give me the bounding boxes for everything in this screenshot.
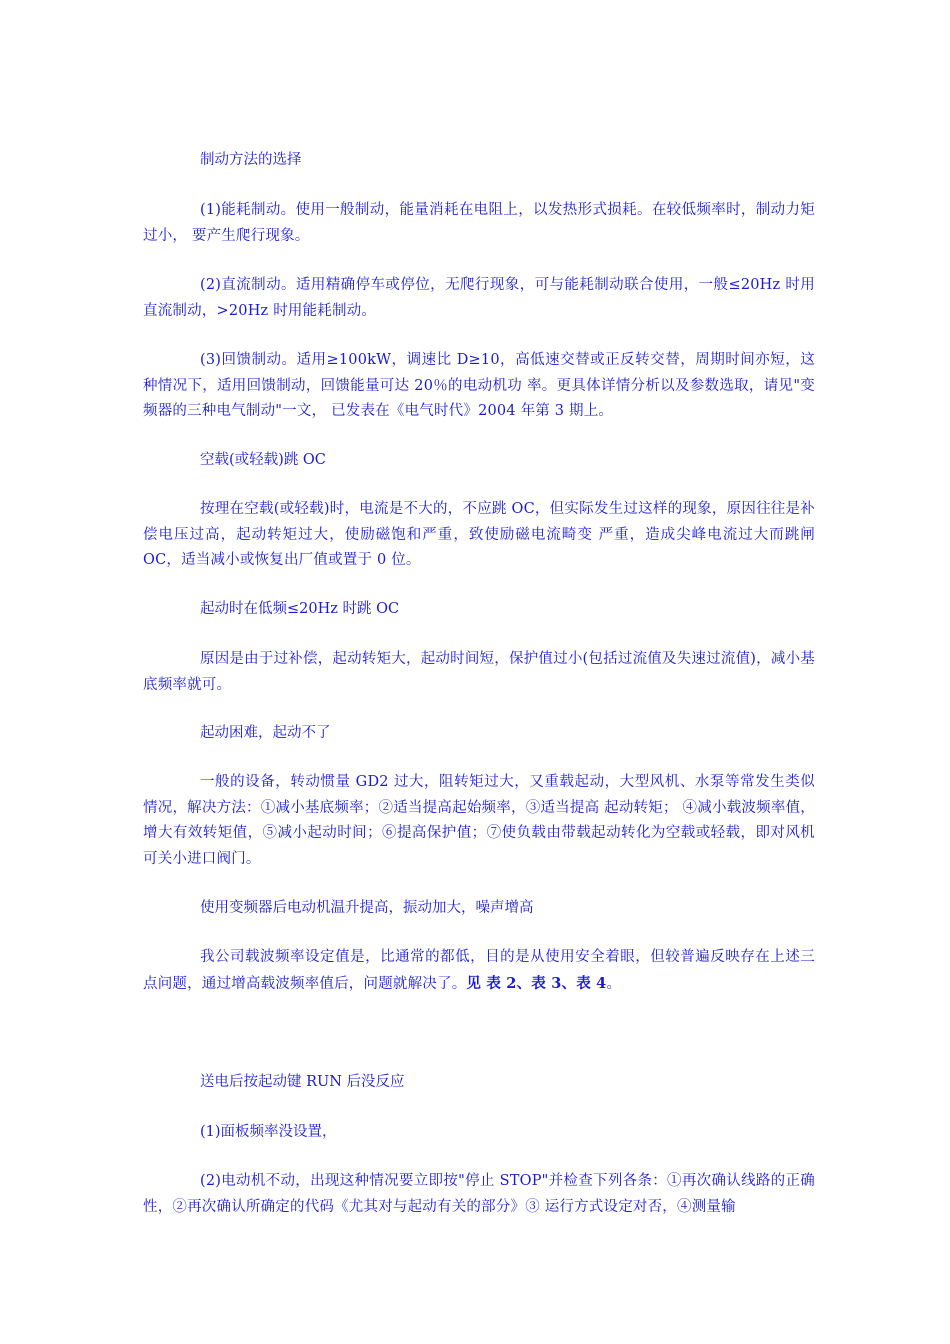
heading-motor-temperature: 使用变频器后电动机温升提高，振动加大，噪声增高 <box>200 900 534 916</box>
heading-braking-method: 制动方法的选择 <box>200 152 302 168</box>
paragraph-carrier-frequency <box>143 945 815 997</box>
paragraph-panel-frequency: (1)面板频率没设置， <box>200 1124 337 1140</box>
sentence-end: 。 <box>606 975 622 992</box>
paragraph-regenerative-braking: (3)回馈制动。适用≥100kW，调速比 D≥10，高低速交替或正反转交替，周期时间亦短，这种情况下，适用回馈制动，回馈能量可达 20％的电动机功 率。更具体详情分析以及参数选取，请见"变频器的三种电气制动"一文， 已发表在《电气时代》2004 年第 3 期上。 <box>143 352 815 419</box>
paragraph-motor-not-moving: (2)电动机不动，出现这种情况要立即按"停止 STOP"并检查下列各条：①再次确认线路的正确性，②再次确认所确定的代码《尤其对与起动有关的部分》③ 运行方式设定对否，④测量输 <box>143 1173 815 1215</box>
paragraph-start-difficulty: 一般的设备，转动惯量 GD2 过大，阻转矩过大，又重载起动，大型风机、水泵等常发生类似情况，解决方法：①减小基底频率；②适当提高起始频率，③适当提高 起动转矩； ④减小载波频率值，增大有效转矩值，⑤减小起动时间；⑥提高保护值；⑦使负载由带载起动转化为空载或轻载，即对风机可关小进口阀门。 <box>143 774 815 867</box>
paragraph-dc-braking: (2)直流制动。适用精确停车或停位，无爬行现象，可与能耗制动联合使用，一般≤20Hz 时用直流制动，>20Hz 时用能耗制动。 <box>143 277 815 319</box>
table-reference: 见 表 2、表 3、表 4 <box>466 974 607 992</box>
heading-no-load-oc: 空载(或轻载)跳 OC <box>200 452 326 468</box>
heading-run-no-response: 送电后按起动键 RUN 后没反应 <box>200 1074 405 1090</box>
paragraph-dynamic-braking: (1)能耗制动。使用一般制动，能量消耗在电阻上，以发热形式损耗。在较低频率时，制动力矩过小， 要产生爬行现象。 <box>143 202 815 244</box>
carrier-frequency-text: 我公司载波频率设定值是，比通常的都低，目的是从使用安全着眼，但较普遍反映存在上述三点问题，通过增高载波频率值后，问题就解决了。 <box>143 949 815 992</box>
paragraph-low-frequency-oc: 原因是由于过补偿，起动转矩大，起动时间短，保护值过小(包括过流值及失速过流值)，减小基底频率就可。 <box>143 651 815 693</box>
paragraph-no-load-oc: 按理在空载(或轻载)时，电流是不大的，不应跳 OC，但实际发生过这样的现象，原因往往是补偿电压过高，起动转矩过大，使励磁饱和严重，致使励磁电流畸变 严重，造成尖峰电流过大而跳闸 OC，适当减小或恢复出厂值或置于 0 位。 <box>143 501 815 568</box>
heading-start-difficulty: 起动困难，起动不了 <box>200 725 331 741</box>
heading-low-frequency-oc: 起动时在低频≤20Hz 时跳 OC <box>200 601 400 617</box>
